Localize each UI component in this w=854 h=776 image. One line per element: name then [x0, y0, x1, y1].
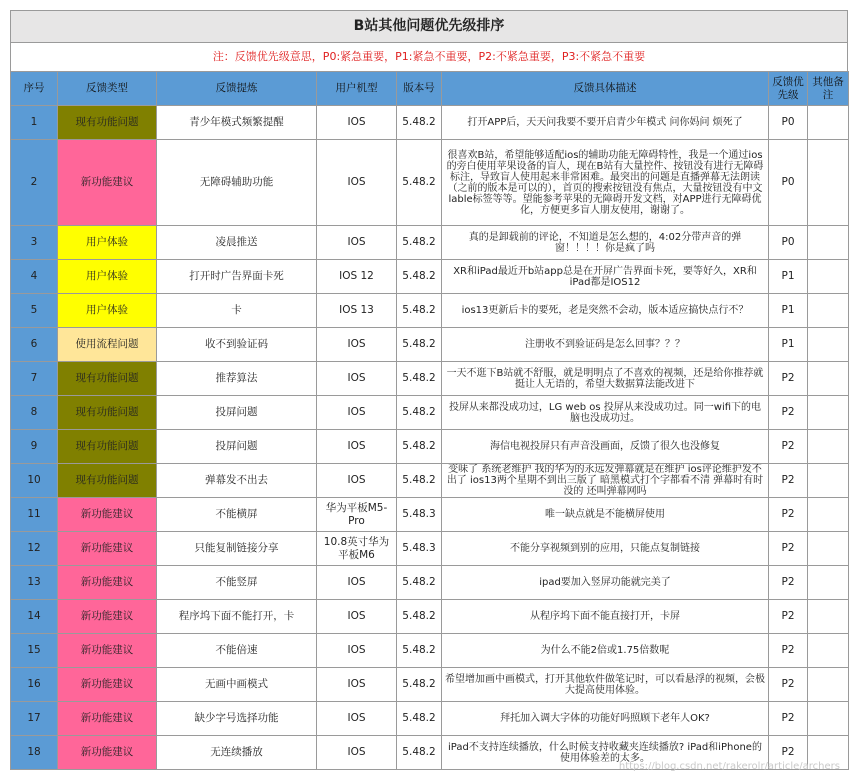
row-version-cell[interactable]: 5.48.2	[397, 600, 442, 634]
row-desc-cell[interactable]: 不能分享视频到别的应用，只能点复制链接	[442, 532, 769, 566]
row-type-cell[interactable]: 用户体验	[58, 294, 157, 328]
row-summary-cell[interactable]: 缺少字号选择功能	[157, 702, 317, 736]
row-type-cell[interactable]: 新功能建议	[58, 668, 157, 702]
row-version-cell[interactable]: 5.48.2	[397, 634, 442, 668]
table-row	[11, 600, 849, 634]
header-device[interactable]: 用户机型	[317, 72, 397, 106]
table-row	[11, 498, 849, 532]
row-priority-cell[interactable]: P2	[769, 464, 808, 498]
row-summary-cell[interactable]: 打开时广告界面卡死	[157, 260, 317, 294]
row-type-cell[interactable]: 现有功能问题	[58, 464, 157, 498]
row-device-cell[interactable]: IOS	[317, 140, 397, 226]
row-summary-cell[interactable]: 无画中画模式	[157, 668, 317, 702]
row-version-cell[interactable]: 5.48.2	[397, 140, 442, 226]
row-remark-cell[interactable]	[808, 464, 849, 498]
row-type-cell[interactable]: 现有功能问题	[58, 106, 157, 140]
row-no-cell[interactable]: 5	[11, 294, 58, 328]
row-summary-cell[interactable]: 弹幕发不出去	[157, 464, 317, 498]
row-no-cell[interactable]: 17	[11, 702, 58, 736]
row-version-cell[interactable]: 5.48.2	[397, 736, 442, 770]
header-summary[interactable]: 反馈提炼	[157, 72, 317, 106]
row-summary-cell[interactable]: 只能复制链接分享	[157, 532, 317, 566]
row-version-cell[interactable]: 5.48.2	[397, 464, 442, 498]
row-device-cell[interactable]: 华为平板M5-Pro	[317, 498, 397, 532]
row-summary-cell[interactable]: 无连续播放	[157, 736, 317, 770]
header-desc[interactable]: 反馈具体描述	[442, 72, 769, 106]
row-device-cell[interactable]: IOS	[317, 668, 397, 702]
row-remark-cell[interactable]	[808, 702, 849, 736]
row-summary-cell[interactable]: 推荐算法	[157, 362, 317, 396]
row-desc-cell[interactable]: 一天不逛下B站就不舒服，就是明明点了不喜欢的视频，还是给你推荐就挺让人无语的，希望大数据算法能改进下	[442, 362, 769, 396]
row-no-cell[interactable]: 13	[11, 566, 58, 600]
row-version-cell[interactable]: 5.48.2	[397, 294, 442, 328]
row-priority-cell[interactable]: P0	[769, 140, 808, 226]
table-row	[11, 226, 849, 260]
row-summary-cell[interactable]: 收不到验证码	[157, 328, 317, 362]
row-priority-cell[interactable]: P2	[769, 634, 808, 668]
table-row	[11, 362, 849, 396]
row-no-cell[interactable]: 1	[11, 106, 58, 140]
row-summary-cell[interactable]: 凌晨推送	[157, 226, 317, 260]
header-priority[interactable]: 反馈优先级	[769, 72, 808, 106]
row-device-cell[interactable]: IOS	[317, 634, 397, 668]
row-no-cell[interactable]: 11	[11, 498, 58, 532]
table-row	[11, 464, 849, 498]
table-row	[11, 328, 849, 362]
row-priority-cell[interactable]: P2	[769, 362, 808, 396]
row-version-cell[interactable]: 5.48.3	[397, 532, 442, 566]
table-row	[11, 294, 849, 328]
row-no-cell[interactable]: 2	[11, 140, 58, 226]
row-type-cell[interactable]: 现有功能问题	[58, 362, 157, 396]
row-desc-cell[interactable]: XR和iPad最近开b站app总是在开屏广告界面卡死，要等好久，XR和iPad都是IOS12	[442, 260, 769, 294]
header-remark[interactable]: 其他备注	[808, 72, 849, 106]
table-row	[11, 566, 849, 600]
row-type-cell[interactable]: 新功能建议	[58, 566, 157, 600]
row-device-cell[interactable]: IOS	[317, 566, 397, 600]
row-priority-cell[interactable]: P2	[769, 566, 808, 600]
header-version[interactable]: 版本号	[397, 72, 442, 106]
row-remark-cell[interactable]	[808, 498, 849, 532]
feedback-table	[10, 71, 849, 770]
row-no-cell[interactable]: 14	[11, 600, 58, 634]
row-remark-cell[interactable]	[808, 566, 849, 600]
row-no-cell[interactable]: 16	[11, 668, 58, 702]
row-summary-cell[interactable]: 无障碍辅助功能	[157, 140, 317, 226]
row-priority-cell[interactable]: P2	[769, 736, 808, 770]
row-priority-cell[interactable]: P2	[769, 600, 808, 634]
row-summary-cell[interactable]: 不能竖屏	[157, 566, 317, 600]
row-desc-cell[interactable]: 真的是卸载前的评论，不知道是怎么想的，4:02分带声音的弹窗！！！！你是疯了吗	[442, 226, 769, 260]
header-row	[11, 72, 849, 106]
table-row	[11, 532, 849, 566]
row-desc-cell[interactable]: 希望增加画中画模式，打开其他软件做笔记时，可以看悬浮的视频，会极大提高使用体验。	[442, 668, 769, 702]
row-summary-cell[interactable]: 投屏问题	[157, 430, 317, 464]
row-priority-cell[interactable]: P2	[769, 702, 808, 736]
header-type[interactable]: 反馈类型	[58, 72, 157, 106]
row-priority-cell[interactable]: P2	[769, 668, 808, 702]
row-device-cell[interactable]: IOS	[317, 600, 397, 634]
row-remark-cell[interactable]	[808, 430, 849, 464]
row-priority-cell[interactable]: P0	[769, 106, 808, 140]
table-row	[11, 106, 849, 140]
row-device-cell[interactable]: IOS 13	[317, 294, 397, 328]
row-type-cell[interactable]: 使用流程问题	[58, 328, 157, 362]
row-desc-cell[interactable]: 为什么不能2倍或1.75倍数呢	[442, 634, 769, 668]
row-version-cell[interactable]: 5.48.2	[397, 328, 442, 362]
row-desc-cell[interactable]: 从程序坞下面不能直接打开，卡屏	[442, 600, 769, 634]
table-row	[11, 140, 849, 226]
row-version-cell[interactable]: 5.48.2	[397, 566, 442, 600]
sheet-title: B站其他问题优先级排序	[10, 10, 848, 42]
table-row	[11, 702, 849, 736]
row-no-cell[interactable]: 4	[11, 260, 58, 294]
row-desc-cell[interactable]: ipad要加入竖屏功能就完美了	[442, 566, 769, 600]
row-remark-cell[interactable]	[808, 328, 849, 362]
row-no-cell[interactable]: 9	[11, 430, 58, 464]
row-no-cell[interactable]: 8	[11, 396, 58, 430]
row-type-cell[interactable]: 现有功能问题	[58, 430, 157, 464]
row-remark-cell[interactable]	[808, 294, 849, 328]
row-remark-cell[interactable]	[808, 106, 849, 140]
row-remark-cell[interactable]	[808, 600, 849, 634]
table-row	[11, 634, 849, 668]
row-desc-cell[interactable]: 投屏从来都没成功过，LG web os 投屏从来没成功过。同一wifi下的电脑也没成功过。	[442, 396, 769, 430]
row-version-cell[interactable]: 5.48.2	[397, 106, 442, 140]
table-row	[11, 396, 849, 430]
row-device-cell[interactable]: IOS	[317, 430, 397, 464]
row-device-cell[interactable]: IOS	[317, 362, 397, 396]
row-summary-cell[interactable]: 投屏问题	[157, 396, 317, 430]
row-device-cell[interactable]: 10.8英寸华为平板M6	[317, 532, 397, 566]
row-priority-cell[interactable]: P2	[769, 498, 808, 532]
row-remark-cell[interactable]	[808, 362, 849, 396]
row-no-cell[interactable]: 3	[11, 226, 58, 260]
row-priority-cell[interactable]: P1	[769, 294, 808, 328]
row-remark-cell[interactable]	[808, 396, 849, 430]
row-version-cell[interactable]: 5.48.2	[397, 668, 442, 702]
header-no[interactable]: 序号	[11, 72, 58, 106]
row-priority-cell[interactable]: P1	[769, 328, 808, 362]
row-priority-cell[interactable]: P2	[769, 532, 808, 566]
row-summary-cell[interactable]: 不能倍速	[157, 634, 317, 668]
row-summary-cell[interactable]: 不能横屏	[157, 498, 317, 532]
row-version-cell[interactable]: 5.48.2	[397, 430, 442, 464]
row-type-cell[interactable]: 新功能建议	[58, 600, 157, 634]
row-device-cell[interactable]: IOS	[317, 328, 397, 362]
row-remark-cell[interactable]	[808, 668, 849, 702]
priority-note: 注：反馈优先级意思，P0:紧急重要，P1:紧急不重要，P2:不紧急重要，P3:不紧急不重要	[10, 42, 848, 71]
row-desc-cell[interactable]: 打开APP后，天天问我要不要开启青少年模式 问你妈问 烦死了	[442, 106, 769, 140]
row-priority-cell[interactable]: P0	[769, 226, 808, 260]
row-priority-cell[interactable]: P2	[769, 430, 808, 464]
row-device-cell[interactable]: IOS	[317, 464, 397, 498]
row-version-cell[interactable]: 5.48.2	[397, 702, 442, 736]
row-type-cell[interactable]: 新功能建议	[58, 634, 157, 668]
row-remark-cell[interactable]	[808, 634, 849, 668]
row-device-cell[interactable]: IOS	[317, 736, 397, 770]
row-summary-cell[interactable]: 程序坞下面不能打开，卡	[157, 600, 317, 634]
row-type-cell[interactable]: 现有功能问题	[58, 396, 157, 430]
row-no-cell[interactable]: 10	[11, 464, 58, 498]
watermark: https://blog.csdn.net/rakerolr/article/archers	[618, 761, 840, 772]
row-no-cell[interactable]: 7	[11, 362, 58, 396]
row-version-cell[interactable]: 5.48.2	[397, 396, 442, 430]
row-type-cell[interactable]: 新功能建议	[58, 532, 157, 566]
row-type-cell[interactable]: 新功能建议	[58, 498, 157, 532]
row-desc-cell[interactable]: 海信电视投屏只有声音没画面，反馈了很久也没修复	[442, 430, 769, 464]
row-device-cell[interactable]: IOS	[317, 396, 397, 430]
row-desc-cell[interactable]: 拜托加入调大字体的功能好吗照顾下老年人OK?	[442, 702, 769, 736]
row-device-cell[interactable]: IOS	[317, 106, 397, 140]
row-type-cell[interactable]: 用户体验	[58, 260, 157, 294]
row-desc-cell[interactable]: 唯一缺点就是不能横屏使用	[442, 498, 769, 532]
row-remark-cell[interactable]	[808, 532, 849, 566]
row-type-cell[interactable]: 新功能建议	[58, 140, 157, 226]
row-version-cell[interactable]: 5.48.3	[397, 498, 442, 532]
row-remark-cell[interactable]	[808, 226, 849, 260]
row-no-cell[interactable]: 6	[11, 328, 58, 362]
row-device-cell[interactable]: IOS	[317, 226, 397, 260]
table-row	[11, 430, 849, 464]
spreadsheet	[10, 10, 848, 770]
row-remark-cell[interactable]	[808, 260, 849, 294]
row-summary-cell[interactable]: 卡	[157, 294, 317, 328]
row-priority-cell[interactable]: P1	[769, 260, 808, 294]
row-device-cell[interactable]: IOS 12	[317, 260, 397, 294]
row-version-cell[interactable]: 5.48.2	[397, 260, 442, 294]
row-remark-cell[interactable]	[808, 140, 849, 226]
row-desc-cell[interactable]: 很喜欢B站，希望能够适配ios的辅助功能无障碍特性，我是一个通过ios的旁白使用苹果设备的盲人，现在B站有大量控件、按钮没有进行无障碍标注，导致盲人使用起来非常困难。最突出的问题是直播弹幕无法朗读（之前的版本是可以的），首页的搜索按钮没有焦点，大量按钮没有中文lable标签等等。望能参考苹果的无障碍开发文档，对APP进行无障碍优化，方便更多盲人朋友使用，谢谢了。	[442, 140, 769, 226]
row-desc-cell[interactable]: 注册收不到验证码是怎么回事？？？	[442, 328, 769, 362]
table-row	[11, 668, 849, 702]
row-type-cell[interactable]: 新功能建议	[58, 736, 157, 770]
row-version-cell[interactable]: 5.48.2	[397, 362, 442, 396]
row-summary-cell[interactable]: 青少年模式频繁提醒	[157, 106, 317, 140]
table-row	[11, 260, 849, 294]
row-no-cell[interactable]: 12	[11, 532, 58, 566]
row-type-cell[interactable]: 用户体验	[58, 226, 157, 260]
row-desc-cell[interactable]: iPad不支持连续播放，什么时候支持收藏夹连续播放? iPad和iPhone的使用体验差的太多。	[442, 736, 769, 770]
row-desc-cell[interactable]: 变味了 系统老维护 我的华为的永远发弹幕就是在维护 ios评论维护发不出了 ios13两个星期不到出三版了 暗黑模式打个字都看不清 弹幕时有时没的 还叫弹幕网吗	[442, 464, 769, 498]
row-no-cell[interactable]: 18	[11, 736, 58, 770]
row-version-cell[interactable]: 5.48.2	[397, 226, 442, 260]
row-type-cell[interactable]: 新功能建议	[58, 702, 157, 736]
row-priority-cell[interactable]: P2	[769, 396, 808, 430]
row-no-cell[interactable]: 15	[11, 634, 58, 668]
row-desc-cell[interactable]: ios13更新后卡的要死，老是突然不会动，版本适应搞快点行不？	[442, 294, 769, 328]
row-device-cell[interactable]: IOS	[317, 702, 397, 736]
